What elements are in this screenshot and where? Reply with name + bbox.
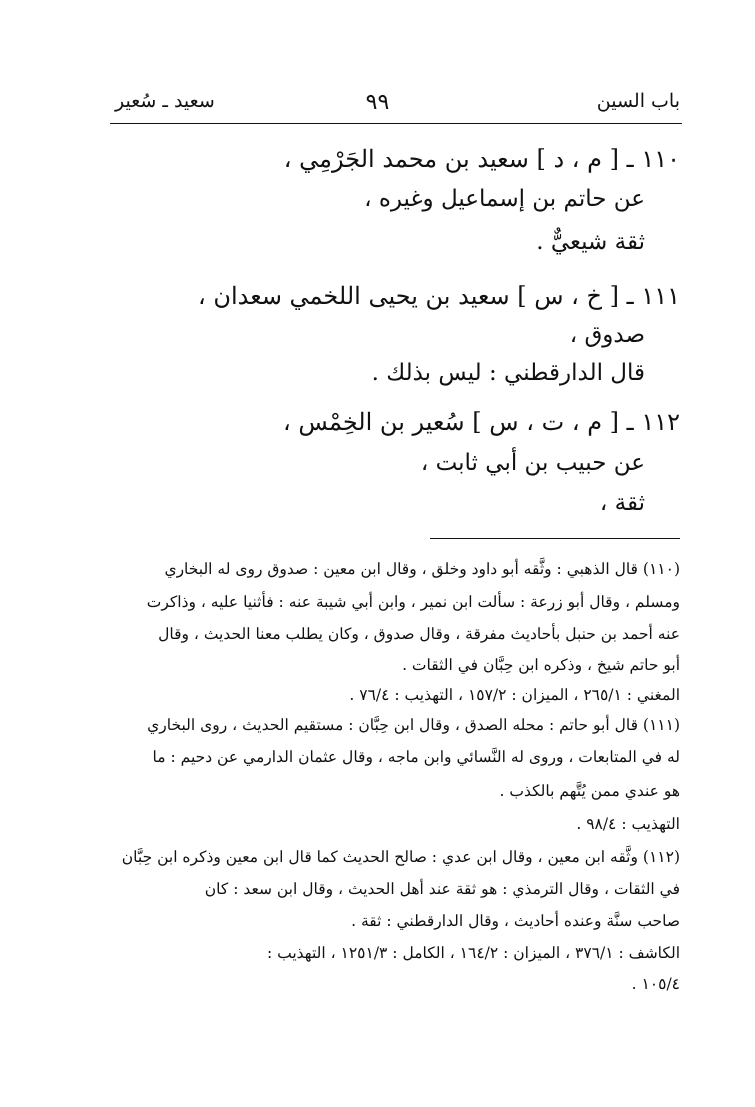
entry-112-line2: عن حبيب بن أبي ثابت ، <box>420 450 645 476</box>
entry-111-heading: ١١١ ـ [ خ ، س ] سعيد بن يحيى اللخمي سعدان ، <box>197 282 680 310</box>
footnote-separator <box>430 538 680 539</box>
footnote-112-line1: (١١٢) وثَّقه ابن معين ، وقال ابن عدي : صالح الحديث كما قال ابن معين وذكره ابن حِبَّان <box>121 848 680 866</box>
entry-111-line3: قال الدارقطني : ليس بذلك . <box>371 360 645 386</box>
entry-range: سعيد ـ سُعير <box>115 90 215 112</box>
entry-111-line2: صدوق ، <box>569 322 645 348</box>
chapter-title: باب السين <box>596 90 680 112</box>
footnote-112-line3: صاحب سنَّة وعنده أحاديث ، وقال الدارقطني : ثقة . <box>351 912 680 930</box>
entry-110-heading: ١١٠ ـ [ م ، د ] سعيد بن محمد الجَرْمِي ، <box>283 145 680 173</box>
header-rule <box>110 123 682 124</box>
footnote-111-sources: التهذيب : ٩٨/٤ . <box>576 815 680 833</box>
footnote-110-line3: عنه أحمد بن حنبل بأحاديث مفرقة ، وقال صدوق ، وكان يطلب معنا الحديث ، وقال <box>158 625 680 643</box>
footnote-112-line2: في الثقات ، وقال الترمذي : هو ثقة عند أهل الحديث ، وقال ابن سعد : كان <box>204 880 680 898</box>
entry-110-line3: ثقة شيعيٌّ . <box>536 229 645 255</box>
footnote-111-line3: هو عندي ممن يُتَّهم بالكذب . <box>499 782 680 800</box>
footnote-110-line2: ومسلم ، وقال أبو زرعة : سألت ابن نمير ، وابن أبي شيبة عنه : فأثنيا عليه ، وذاكرت <box>146 593 680 611</box>
footnote-112-sources-cont: ١٠٥/٤ . <box>631 975 680 993</box>
footnote-111-line1: (١١١) قال أبو حاتم : محله الصدق ، وقال ابن حِبَّان : مستقيم الحديث ، روى البخاري <box>147 716 680 734</box>
entry-110-line2: عن حاتم بن إسماعيل وغيره ، <box>364 186 645 212</box>
footnote-111-line2: له في المتابعات ، وروى له النَّسائي وابن ماجه ، وقال عثمان الدارمي عن دحيم : ما <box>152 748 680 766</box>
footnote-110-line4: أبو حاتم شيخ ، وذكره ابن حِبَّان في الثقات . <box>402 656 680 674</box>
entry-112-line3: ثقة ، <box>599 490 645 516</box>
footnote-112-sources: الكاشف : ٣٧٦/١ ، الميزان : ١٦٤/٢ ، الكامل : ١٢٥١/٣ ، التهذيب : <box>266 944 680 962</box>
footnote-110-sources: المغني : ٢٦٥/١ ، الميزان : ١٥٧/٢ ، التهذيب : ٧٦/٤ . <box>349 686 680 704</box>
page-number: ٩٩ <box>365 90 390 115</box>
entry-112-heading: ١١٢ ـ [ م ، ت ، س ] سُعير بن الخِمْس ، <box>282 408 680 436</box>
footnote-110-line1: (١١٠) قال الذهبي : وثَّقه أبو داود وخلق ، وقال ابن معين : صدوق روى له البخاري <box>164 560 680 578</box>
